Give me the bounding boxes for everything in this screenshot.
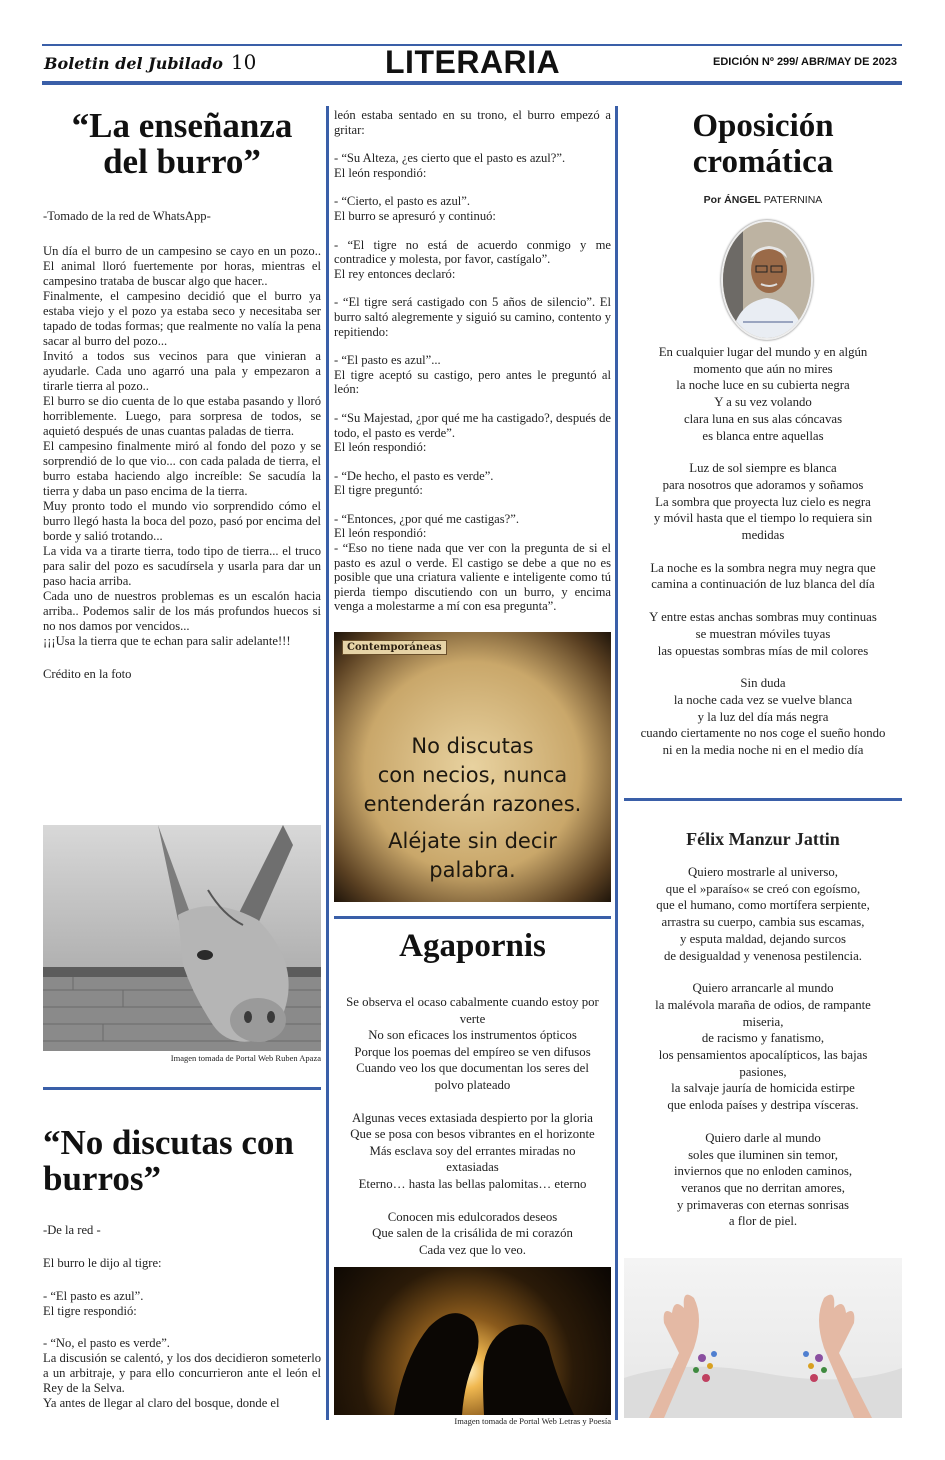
- poem-line: cuando ciertamente no nos coge el sueño hondo: [640, 726, 886, 741]
- paragraph: El tigre aceptó su castigo, pero antes le preguntó al león:: [334, 367, 611, 397]
- quote-line: con necios, nunca: [377, 763, 568, 787]
- poem-line: Eterno… hasta las bellas palomitas… eterno: [358, 1176, 587, 1191]
- paragraph: El burro le dijo al tigre:: [43, 1256, 162, 1270]
- poem-line: ni en la media noche ni en el medio día: [662, 743, 864, 758]
- quote-image: [334, 632, 611, 902]
- paragraph: El burro se apresuró y continuó:: [334, 208, 496, 223]
- article-source: -Tomado de la red de WhatsApp-: [43, 209, 211, 223]
- paragraph: - “Entonces, ¿por qué me castigas?”.: [334, 511, 519, 526]
- poem-line: clara luna en sus alas cóncavas: [683, 411, 843, 426]
- poem-line: veranos que no derritan amores,: [681, 1180, 845, 1195]
- paragraph: Un día el burro de un campesino se cayo en un pozo.. El animal lloró fuertemente por horas, mientras el campesino trataba de buscar algo que hacer..: [43, 244, 321, 288]
- paragraph: Muy pronto todo el mundo vio sorprendido cómo el burro llegó hasta la boca del pozo, pasó por encima del borde y salió trotando...: [43, 499, 321, 543]
- poem-line: No son eficaces los instrumentos ópticos: [368, 1028, 577, 1043]
- poem-line: camina a continuación de luz blanca del día: [651, 577, 875, 592]
- paragraph: - “De hecho, el pasto es verde”.: [334, 468, 494, 483]
- article-source: -De la red -: [43, 1223, 101, 1237]
- article-ensenanza: [43, 108, 321, 682]
- column-divider-left: [326, 106, 329, 1420]
- header-bottom-rule: [42, 81, 902, 85]
- poem-line: Porque los poemas del empíreo se ven difusos: [354, 1044, 591, 1059]
- paragraph: - “Su Majestad, ¿por qué me ha castigado?, después de todo, el pasto es verde”.: [334, 410, 611, 440]
- author-portrait: [721, 220, 813, 340]
- paragraph: - “Cierto, el pasto es azul”.: [334, 194, 471, 209]
- author-byline: [624, 192, 902, 209]
- section-rule-right: [624, 798, 902, 801]
- paragraph: - “El tigre no está de acuerdo conmigo y me contradice y molesta, por favor, castígalo”.: [334, 237, 611, 267]
- poem-line: Cada vez que lo veo.: [419, 1242, 526, 1257]
- paragraph: El campesino finalmente miró al fondo del pozo y se sorprendió de lo que vio... con cada palada de tierra, el burro estaba haciendo algo increíble: Se sacudía la tierra y daba un paso encima de la tierra.: [43, 439, 321, 498]
- poem-line: y esputa maldad, dejando surcos: [680, 931, 846, 946]
- paragraph: El tigre preguntó:: [334, 483, 423, 498]
- poem-line: La sombra que proyecta luz cielo es negra: [655, 494, 871, 509]
- poem-oposicion: [624, 108, 902, 209]
- paragraph: Ya antes de llegar al claro del bosque, donde el: [43, 1396, 280, 1410]
- portrait-illustration: [723, 222, 811, 338]
- byline-first-name: ÁNGEL: [724, 194, 761, 206]
- poem-line: la noche luce en su cubierta negra: [676, 378, 850, 393]
- poem-line: En cualquier lugar del mundo y en algún: [658, 345, 868, 359]
- poem-line: inviernos que no enloden caminos,: [673, 1164, 853, 1179]
- paragraph: - “El pasto es azul”...: [334, 353, 441, 368]
- header-publication: [44, 50, 256, 74]
- poem-line: Que salen de la crisálida de mi corazón: [372, 1226, 573, 1241]
- poem-line: Algunas veces extasiada despierto por la gloria: [352, 1110, 593, 1125]
- byline-last-name: PATERNINA: [763, 194, 823, 206]
- donkey-photo: [43, 825, 321, 1051]
- poem-line: Quiero darle al mundo: [705, 1130, 821, 1145]
- paragraph: El león respondió:: [334, 440, 427, 455]
- poem-line: Conocen mis edulcorados deseos: [387, 1209, 558, 1224]
- paragraph: - “El tigre será castigado con 5 años de silencio”. El burro saltó alegremente y siguió su camino, contento y repitiendo:: [334, 295, 611, 339]
- section-rule-middle: [334, 916, 611, 919]
- poem-line: que el humano, como mortífera serpiente,: [656, 898, 870, 913]
- paragraph: Cada uno de nuestros problemas es un escalón hacia arriba.. Podemos salir de los más profundos huecos si no nos damos por vencidos...: [43, 589, 321, 633]
- poem-line: y primaveras con eternas sonrisas: [677, 1197, 849, 1212]
- poem-line: la salvaje jauría de homicida estirpe: [671, 1081, 855, 1096]
- poem-line: Y a su vez volando: [714, 395, 812, 410]
- paragraph: ¡¡¡Usa la tierra que te echan para salir adelante!!!: [43, 634, 291, 648]
- poem-line: a flor de piel.: [728, 1214, 798, 1229]
- paragraph: león estaba sentado en su trono, el burro empezó a gritar:: [334, 108, 611, 137]
- poem-line: la malévola maraña de odios, de rampante miseria,: [655, 997, 871, 1029]
- paragraph: - “No, el pasto es verde”.: [43, 1336, 170, 1350]
- article-no-discutas: [43, 1125, 321, 1411]
- donkey-caption: Imagen tomada de Portal Web Ruben Apaza: [170, 1053, 321, 1063]
- poem-line: que enloda países y destripa vísceras.: [667, 1098, 859, 1113]
- paragraph: El león respondió:: [334, 526, 427, 541]
- quote-line: entenderán razones.: [363, 792, 582, 816]
- poem-line: que el »paraíso« se creó con egoísmo,: [665, 881, 861, 896]
- poem-oposicion-body: [624, 344, 902, 759]
- poem-line: las opuestas sombras mías de mil colores: [657, 643, 869, 658]
- paragraph: La discusión se calentó, y los dos decidieron someterlo a un arbitraje, y para ello concurrieron ante el león el Rey de la Selva.: [43, 1351, 321, 1395]
- edition-label: EDICIÓN Nº 299/ ABR/MAY DE 2023: [713, 56, 897, 68]
- column-divider-right: [615, 106, 618, 1420]
- article-body: [43, 244, 321, 649]
- poem-line: La noche es la sombra negra muy negra que: [650, 560, 876, 575]
- poem-line: Y entre estas anchas sombras muy continuas: [649, 610, 877, 625]
- quote-line: Aléjate sin decir: [388, 829, 557, 853]
- poem-title: Agapornis: [399, 928, 546, 964]
- paragraph: Finalmente, el campesino decidió que el burro ya estaba viejo y el pozo ya estaba seco y necesitaba ser tapado de todas formas; que realmente no valía la pena sacar al burro del pozo...: [43, 289, 321, 348]
- paragraph: El burro se dio cuenta de lo que estaba pasando y lloró horriblemente. Luego, para sorpresa de todos, se aquietó después de unas cuantas paladas de tierra.: [43, 394, 321, 438]
- page-number: 10: [230, 50, 257, 74]
- poem-line: para nosotros que adoramos y soñamos: [662, 477, 864, 492]
- poem-line: Luz de sol siempre es blanca: [689, 461, 837, 476]
- poem-line: es blanca entre aquellas: [702, 428, 824, 443]
- paragraph: Invitó a todos sus vecinos para que vinieran a ayudarle. Cada uno agarró una pala y empezaron a tirarle tierra al pozo..: [43, 349, 321, 393]
- poem-line: Quiero arrancarle al mundo: [692, 981, 834, 996]
- poem-line: Más esclava soy del errantes miradas no extasiadas: [369, 1143, 576, 1175]
- poem-line: se muestran móviles tuyas: [695, 626, 831, 641]
- poem-title: Oposición cromática: [692, 108, 834, 180]
- poem-felix: [624, 828, 902, 1230]
- quote-tag: Contemporáneas: [342, 640, 447, 655]
- poem-line: y la luz del día más negra: [697, 709, 829, 724]
- paragraph: - “Su Alteza, ¿es cierto que el pasto es azul?”.: [334, 151, 566, 166]
- article-title: “La enseñanza del burro”: [71, 106, 293, 181]
- poem-line: Quiero mostrarle al universo,: [688, 865, 838, 879]
- poem-line: Sin duda: [740, 676, 786, 691]
- quote-line: palabra.: [429, 858, 516, 882]
- article-title: “No discutas con burros”: [43, 1123, 294, 1198]
- paragraph: El tigre respondió:: [43, 1304, 137, 1318]
- section-rule-left: [43, 1087, 321, 1090]
- poem-agapornis: [334, 928, 611, 1258]
- poem-line: momento que aún no mires: [693, 361, 833, 376]
- poem-line: y móvil hasta que el tiempo lo requiera sin medidas: [653, 511, 873, 543]
- poem-line: Cuando veo los que documentan los seres del polvo plateado: [356, 1061, 589, 1092]
- poem-line: Que se posa con besos vibrantes en el horizonte: [350, 1127, 595, 1142]
- couple-silhouette: [334, 1267, 611, 1415]
- paragraph: - “Eso no tiene nada que ver con la pregunta de si el pasto es azul o verde. El castigo se debe a que no es posible que una criatura valiente e inteligente como tú pierda tiempo discutiendo con un burro, y encima venga a molestarme a mí con esa pregunta”.: [334, 541, 611, 614]
- poem-line: soles que iluminen sin temor,: [688, 1147, 838, 1162]
- poem-author: Félix Manzur Jattin: [686, 829, 840, 849]
- article-no-discutas-continued: [334, 108, 611, 614]
- couple-caption: Imagen tomada de Portal Web Letras y Poesía: [454, 1416, 611, 1426]
- poem-line: de desigualdad y venenosa pestilencia.: [664, 948, 862, 963]
- poem-line: de racismo y fanatismo,: [701, 1031, 825, 1046]
- paragraph: La vida va a tirarte tierra, todo tipo de tierra... el truco para salir del pozo es sacudírsela y usarla para dar un paso hacia arriba.: [43, 544, 321, 588]
- byline-prefix: Por: [703, 194, 722, 206]
- paragraph: El rey entonces declaró:: [334, 266, 456, 281]
- section-title: LITERARIA: [385, 44, 561, 80]
- poem-line: los pensamientos apocalípticos, las bajas pasiones,: [658, 1048, 868, 1079]
- hands-flowers-illustration: [624, 1258, 902, 1418]
- paragraph: El león respondió:: [334, 165, 427, 180]
- paragraph: - “El pasto es azul”.: [43, 1289, 144, 1303]
- publication-name: Boletin del Jubilado: [44, 54, 223, 73]
- hands-flowers-photo: [624, 1258, 902, 1418]
- poem-line: arrastra su cuerpo, cambia sus escamas,: [661, 915, 865, 930]
- poem-line: Se observa el ocaso cabalmente cuando estoy por verte: [346, 995, 599, 1026]
- couple-silhouette-photo: [334, 1267, 611, 1415]
- photo-credit: Crédito en la foto: [43, 667, 132, 681]
- donkey-illustration: [43, 825, 321, 1051]
- quote-line: No discutas: [411, 734, 534, 758]
- poem-line: la noche cada vez se vuelve blanca: [673, 692, 853, 707]
